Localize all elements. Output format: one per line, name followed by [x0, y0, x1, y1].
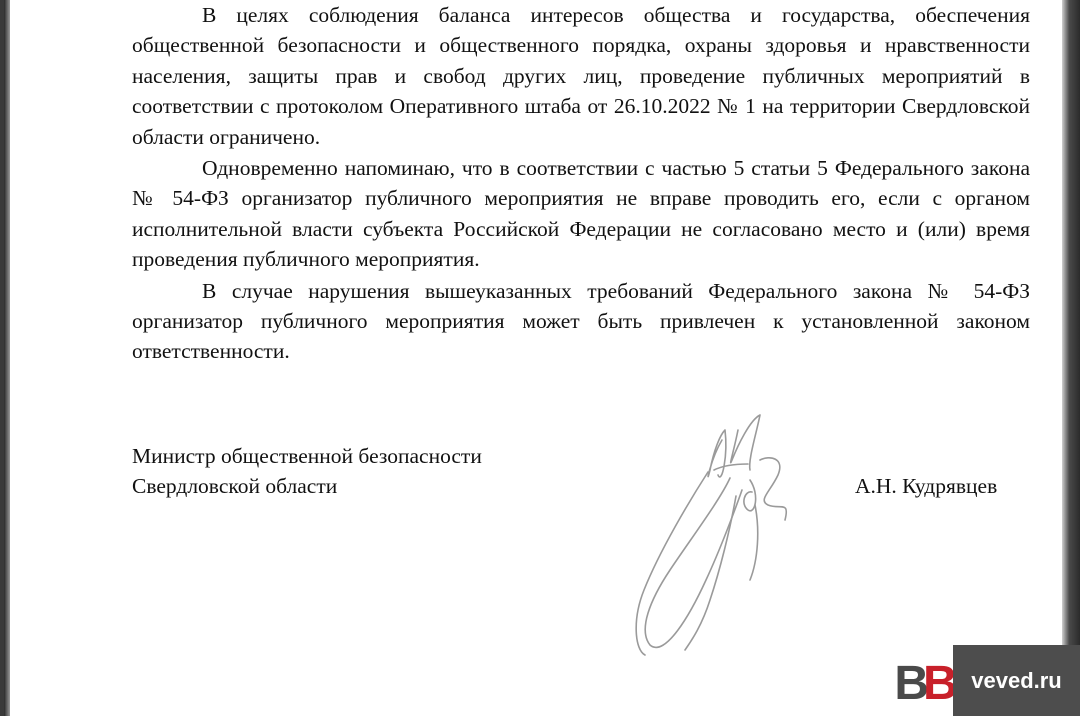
paragraph-2: Одновременно напоминаю, что в соответствии с частью 5 статьи 5 Федерального закона № 54-ФЗ организатор публичного мероприятия не вправе проводить его, если с органом исполнительной власти субъекта Российской Федерации не согласовано место и (или) время проведения публичного мероприятия.: [132, 156, 1030, 272]
document-body: [132, 0, 1030, 367]
page-right-edge-shadow: [1062, 0, 1080, 716]
signer-title-line-2: Свердловской области: [132, 474, 338, 499]
signer-name: А.Н. Кудрявцев: [855, 474, 998, 498]
signer-title: [132, 441, 482, 502]
paragraph-3: В случае нарушения вышеуказанных требований Федерального закона № 54-ФЗ организатор публичного мероприятия может быть привлечен к установленной законом ответственности.: [132, 278, 1030, 364]
logo-letter-1: В: [894, 657, 923, 710]
document-page: [10, 0, 1062, 716]
paragraph-1: В целях соблюдения баланса интересов общества и государства, обеспечения общественной безопасности и общественного порядка, охраны здоровья и нравственности населения, защиты прав и свобод других лиц, проведение публичных мероприятий в соответствии с протоколом Оперативного штаба от 26.10.2022 № 1 на территории Свердловской области ограничено.: [132, 3, 1030, 149]
logo-letter-2: В: [923, 657, 952, 710]
site-name: veved.ru: [953, 645, 1080, 716]
signer-title-line-1: Министр общественной безопасности: [132, 444, 482, 468]
site-watermark: [893, 645, 1080, 716]
site-logo: [893, 645, 953, 716]
handwritten-signature: [610, 400, 830, 670]
